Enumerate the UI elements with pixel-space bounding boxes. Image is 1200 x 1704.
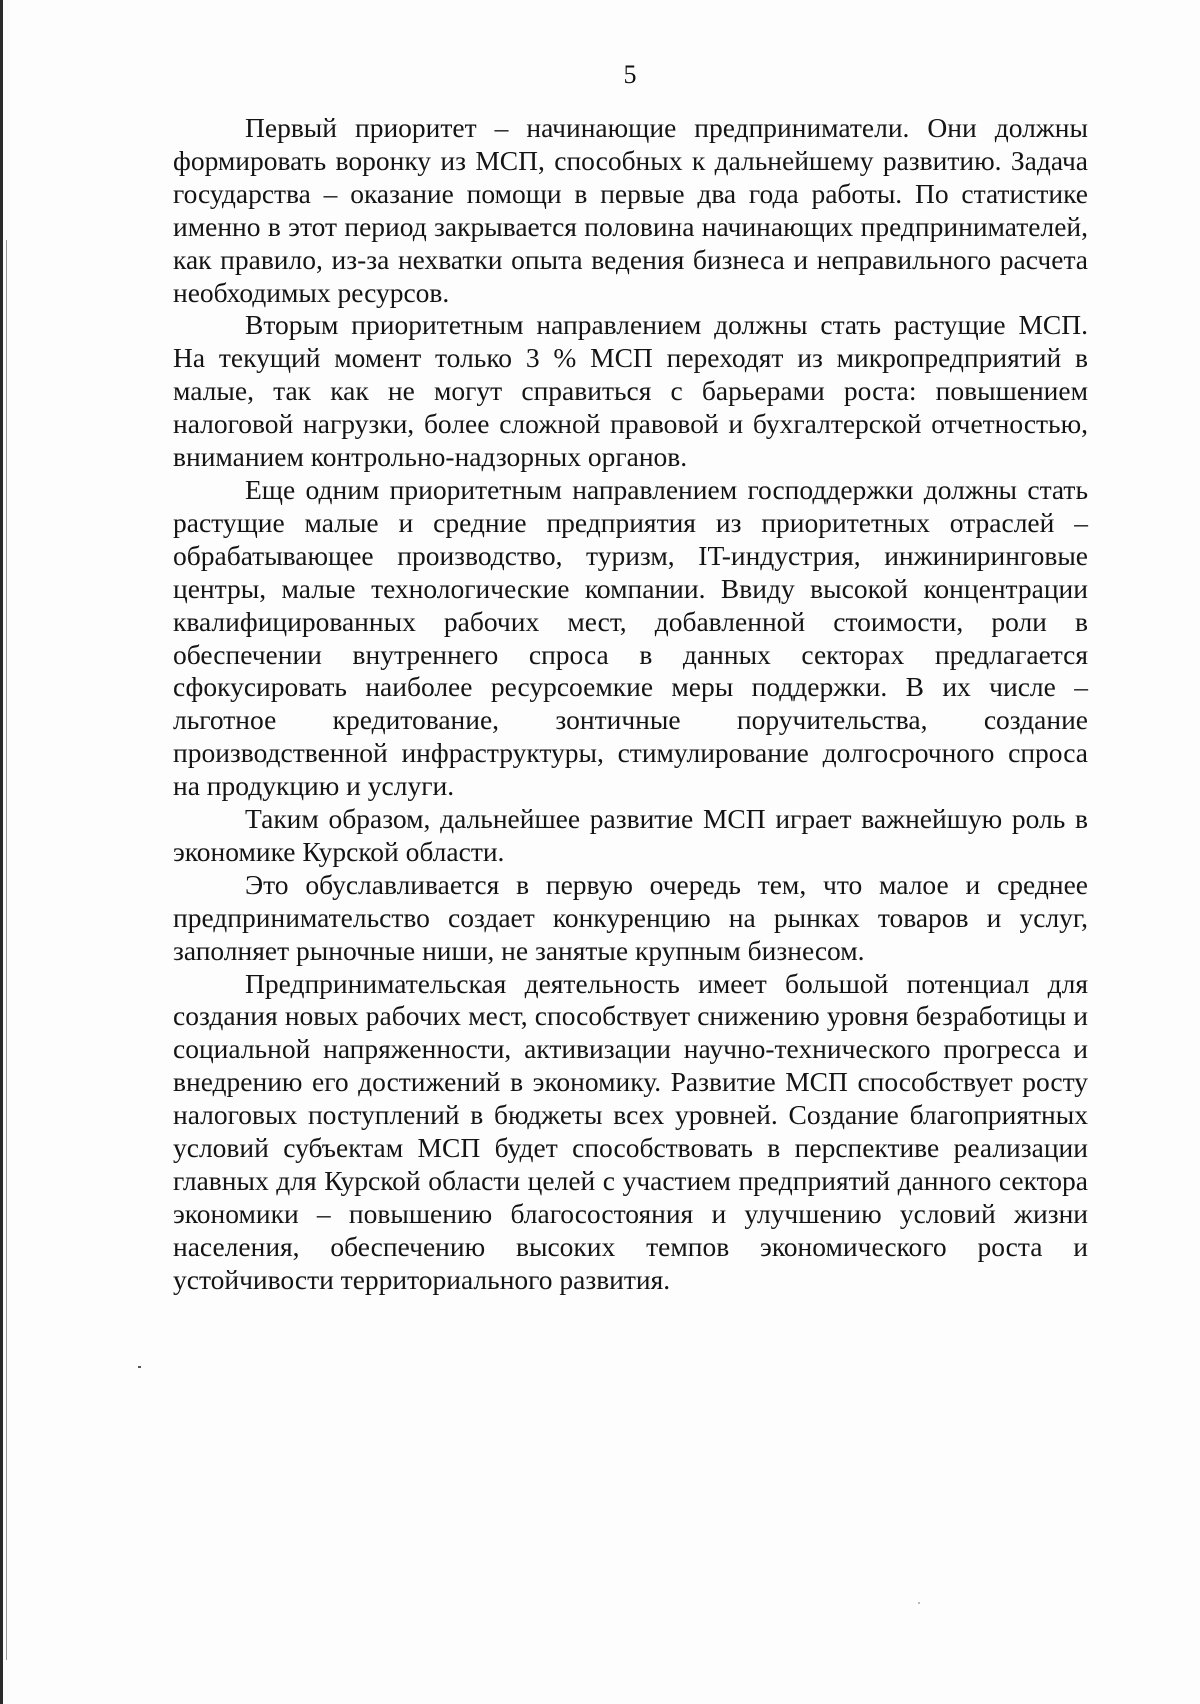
paragraph: Еще одним приоритетным направлением господдержки должны стать растущие малые и средние предприятия из приоритетных отраслей – обрабатывающее производство, туризм, IT-индустрия, инжиниринговые центры, малые технологические компании. Ввиду высокой концентрации квалифицированных рабочих мест, добавленной стоимости, роли в обеспечении внутреннего спроса в данных секторах предлагается сфокусировать наиболее ресурсоемкие меры поддержки. В их числе – льготное кредитование, зонтичные поручительства, создание производственной инфраструктуры, стимулирование долгосрочного спроса на продукцию и услуги.: [173, 473, 1088, 802]
scan-speck: [138, 1366, 141, 1368]
page-number: 5: [623, 60, 637, 89]
paragraph: Это обуславливается в первую очередь тем, что малое и среднее предпринимательство создает конкуренцию на рынках товаров и услуг, заполняет рыночные ниши, не занятые крупным бизнесом.: [173, 868, 1088, 966]
scan-speck: [918, 1602, 920, 1604]
paragraph: Первый приоритет – начинающие предприниматели. Они должны формировать воронку из МСП, способных к дальнейшему развитию. Задача государства – оказание помощи в первые два года работы. По статистике именно в этот период закрывается половина начинающих предпринимателей, как правило, из-за нехватки опыта ведения бизнеса и неправильного расчета необходимых ресурсов.: [173, 112, 1088, 308]
document-body: [173, 112, 1088, 1297]
scan-edge-line: [6, 240, 7, 1660]
paragraph: Вторым приоритетным направлением должны стать растущие МСП. На текущий момент только 3 % МСП переходят из микропредприятий в малые, так как не могут справиться с барьерами роста: повышением налоговой нагрузки, более сложной правовой и бухгалтерской отчетностью, вниманием контрольно-надзорных органов.: [173, 309, 1088, 473]
paragraph: Предпринимательская деятельность имеет большой потенциал для создания новых рабочих мест, способствует снижению уровня безработицы и социальной напряженности, активизации научно-технического прогресса и внедрению его достижений в экономику. Развитие МСП способствует росту налоговых поступлений в бюджеты всех уровней. Создание благоприятных условий субъектам МСП будет способствовать в перспективе реализации главных для Курской области целей с участием предприятий данного сектора экономики – повышению благосостояния и улучшению условий жизни населения, обеспечению высоких темпов экономического роста и устойчивости территориального развития.: [173, 967, 1088, 1295]
paragraph: Таким образом, дальнейшее развитие МСП играет важнейшую роль в экономике Курской области.: [173, 803, 1088, 867]
scan-left-edge: [0, 0, 3, 1704]
